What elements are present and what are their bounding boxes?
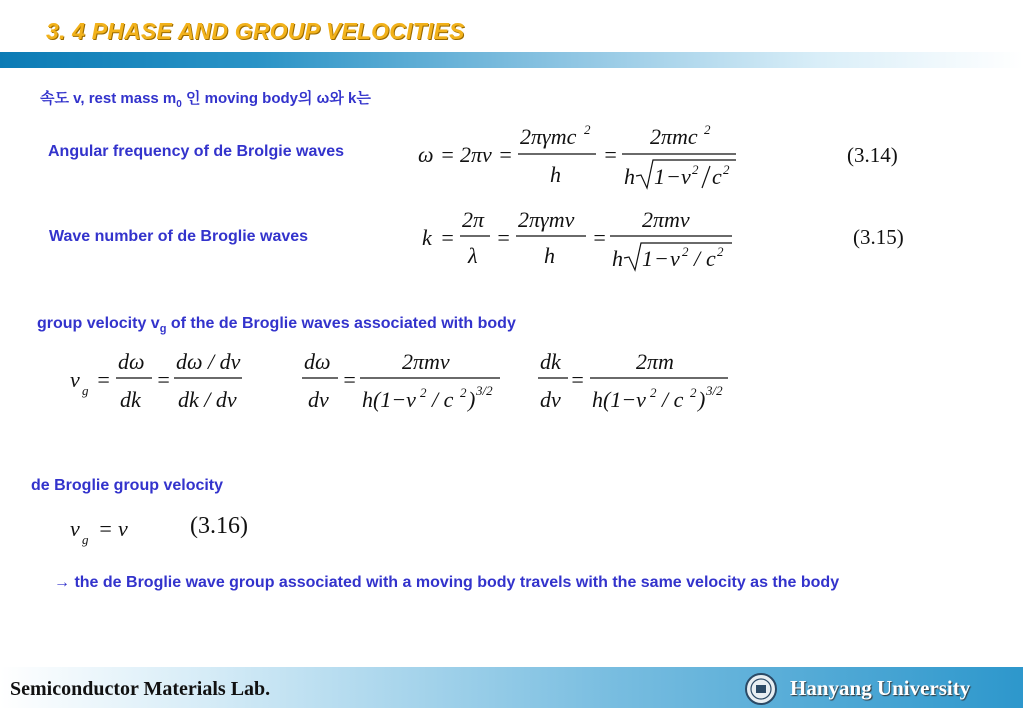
angular-frequency-label: Angular frequency of de Brolgie waves bbox=[48, 143, 345, 160]
equation-group-velocity bbox=[60, 345, 750, 425]
svg-text:h: h bbox=[544, 243, 555, 268]
svg-text:h: h bbox=[550, 162, 561, 187]
svg-text:dk / dv: dk / dv bbox=[178, 387, 237, 412]
svg-text:2: 2 bbox=[460, 385, 467, 400]
svg-text:=: = bbox=[156, 367, 171, 392]
svg-text:h: h bbox=[612, 246, 623, 271]
intro-text: 속도 v, rest mass $m_0$ 인 moving body의 ω와 k는 bbox=[40, 90, 371, 110]
svg-text:−: − bbox=[666, 164, 681, 189]
svg-text:=: = bbox=[342, 367, 357, 392]
svg-text:2πν: 2πν bbox=[460, 142, 492, 167]
slide-title: 3. 4 PHASE AND GROUP VELOCITIES bbox=[46, 18, 465, 44]
svg-text:h(1−v: h(1−v bbox=[592, 387, 646, 412]
svg-text:2πmc: 2πmc bbox=[650, 124, 698, 149]
svg-text:/: / bbox=[694, 246, 701, 271]
svg-text:v: v bbox=[681, 164, 691, 189]
svg-text:=: = bbox=[96, 367, 111, 392]
svg-text:h(1−v: h(1−v bbox=[362, 387, 416, 412]
svg-text:dv: dv bbox=[308, 387, 329, 412]
svg-text:k: k bbox=[422, 225, 432, 250]
svg-text:): ) bbox=[698, 387, 706, 412]
svg-text:dv: dv bbox=[540, 387, 561, 412]
svg-text:3/2: 3/2 bbox=[706, 383, 723, 398]
svg-text:2πmv: 2πmv bbox=[402, 349, 450, 374]
svg-text:λ: λ bbox=[468, 243, 478, 268]
group-velocity-heading: group velocity $v_g$ of the de Broglie waves associated with body bbox=[37, 315, 516, 336]
svg-text:2: 2 bbox=[682, 244, 689, 259]
svg-text:2πmv: 2πmv bbox=[642, 207, 690, 232]
svg-text:2πγmc: 2πγmc bbox=[520, 124, 577, 149]
svg-text:1: 1 bbox=[642, 246, 653, 271]
svg-text:2πγmv: 2πγmv bbox=[518, 207, 575, 232]
svg-text:2: 2 bbox=[584, 122, 591, 137]
svg-text:dk: dk bbox=[120, 387, 141, 412]
svg-text:c: c bbox=[706, 246, 716, 271]
footer-university-name: Hanyang University bbox=[790, 676, 971, 700]
wave-number-label: Wave number of de Broglie waves bbox=[49, 228, 309, 245]
svg-text:g: g bbox=[82, 383, 89, 398]
svg-text:v: v bbox=[118, 516, 128, 541]
conclusion-text: → the de Broglie wave group associated with a moving body travels with the same velocity as the body bbox=[54, 574, 840, 591]
equation-number-3-15: (3.15) bbox=[853, 225, 904, 249]
svg-text:dω: dω bbox=[304, 349, 331, 374]
svg-text:2: 2 bbox=[704, 122, 711, 137]
title-bar bbox=[0, 52, 1023, 68]
svg-text:/ c: / c bbox=[662, 387, 684, 412]
svg-text:3/2: 3/2 bbox=[476, 383, 493, 398]
svg-text:2: 2 bbox=[692, 162, 699, 177]
equation-angular-frequency bbox=[410, 118, 750, 198]
svg-text:v: v bbox=[70, 367, 80, 392]
svg-text:=: = bbox=[592, 225, 607, 250]
svg-text:2π: 2π bbox=[462, 207, 485, 232]
svg-text:2: 2 bbox=[650, 385, 657, 400]
svg-text:h: h bbox=[624, 164, 635, 189]
svg-text:ω: ω bbox=[418, 142, 434, 167]
svg-text:−: − bbox=[654, 246, 669, 271]
svg-text:=: = bbox=[603, 142, 618, 167]
svg-text:v: v bbox=[670, 246, 680, 271]
equation-vg-equals-v bbox=[60, 508, 170, 554]
equation-number-3-14: (3.14) bbox=[847, 143, 898, 167]
svg-text:dk: dk bbox=[540, 349, 561, 374]
svg-text:=: = bbox=[496, 225, 511, 250]
university-seal-icon bbox=[742, 672, 780, 706]
svg-text:dω: dω bbox=[118, 349, 145, 374]
svg-text:2: 2 bbox=[420, 385, 427, 400]
svg-text:2πm: 2πm bbox=[636, 349, 674, 374]
svg-text:): ) bbox=[468, 387, 476, 412]
svg-text:/ c: / c bbox=[432, 387, 454, 412]
equation-number-3-16: (3.16) bbox=[190, 513, 248, 539]
svg-text:dω / dv: dω / dv bbox=[176, 349, 241, 374]
de-broglie-group-velocity-heading: de Broglie group velocity bbox=[31, 477, 224, 494]
svg-text:2: 2 bbox=[723, 162, 730, 177]
svg-text:=: = bbox=[440, 225, 455, 250]
footer-lab-name: Semiconductor Materials Lab. bbox=[10, 678, 271, 700]
svg-text:=: = bbox=[98, 516, 113, 541]
svg-text:=: = bbox=[440, 142, 455, 167]
svg-text:1: 1 bbox=[654, 164, 665, 189]
equation-wave-number bbox=[410, 203, 750, 283]
svg-text:v: v bbox=[70, 516, 80, 541]
svg-text:2: 2 bbox=[717, 244, 724, 259]
svg-text:c: c bbox=[712, 164, 722, 189]
svg-text:=: = bbox=[498, 142, 513, 167]
svg-text:=: = bbox=[570, 367, 585, 392]
svg-text:g: g bbox=[82, 532, 89, 547]
svg-text:2: 2 bbox=[690, 385, 697, 400]
